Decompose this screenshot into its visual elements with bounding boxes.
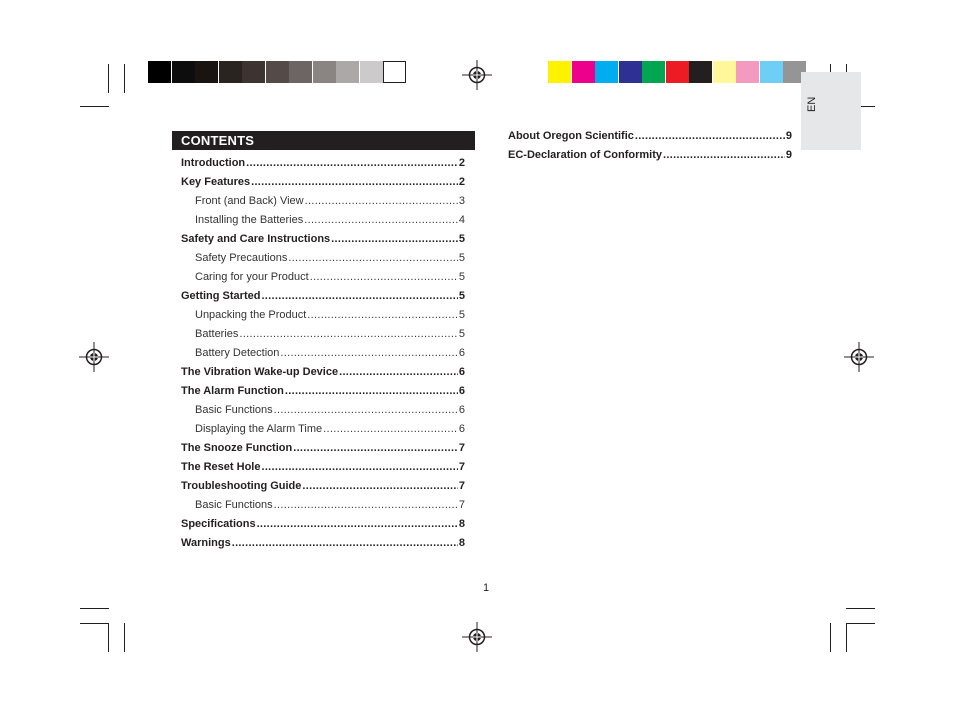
toc-entry[interactable] xyxy=(195,308,465,322)
toc-entry-page: 5 xyxy=(458,271,465,283)
registration-mark-icon xyxy=(462,622,492,652)
toc-entry[interactable] xyxy=(181,479,465,493)
contents-title: CONTENTS xyxy=(181,133,255,148)
toc-entry[interactable] xyxy=(181,232,465,246)
toc-entry-title: Key Features xyxy=(181,176,251,188)
toc-entry-page: 2 xyxy=(458,176,465,188)
toc-entry[interactable] xyxy=(195,194,465,208)
toc-leader-dots xyxy=(305,194,458,208)
toc-entry-page: 5 xyxy=(458,233,465,245)
toc-entry-title: Unpacking the Product xyxy=(195,309,307,321)
color-swatch xyxy=(313,61,336,83)
toc-entry[interactable] xyxy=(195,251,465,265)
toc-entry-title: The Snooze Function xyxy=(181,442,293,454)
color-swatch xyxy=(195,61,218,83)
toc-entry[interactable] xyxy=(181,441,465,455)
toc-entry-title: The Alarm Function xyxy=(181,385,284,397)
toc-leader-dots xyxy=(274,403,458,417)
color-swatch xyxy=(619,61,642,83)
color-swatch xyxy=(713,61,736,83)
toc-entry[interactable] xyxy=(195,213,465,227)
toc-entry-page: 7 xyxy=(458,461,465,473)
toc-leader-dots xyxy=(261,289,457,303)
toc-entry[interactable] xyxy=(181,175,465,189)
toc-leader-dots xyxy=(239,327,457,341)
toc-entry-title: Safety Precautions xyxy=(195,252,288,264)
color-swatch xyxy=(642,61,665,83)
toc-leader-dots xyxy=(663,148,785,162)
language-tab-label: EN xyxy=(806,96,818,112)
toc-entry[interactable] xyxy=(181,384,465,398)
toc-entry-title: Installing the Batteries xyxy=(195,214,304,226)
toc-entry-page: 8 xyxy=(458,537,465,549)
toc-leader-dots xyxy=(293,441,458,455)
toc-entry-title: Safety and Care Instructions xyxy=(181,233,331,245)
toc-entry[interactable] xyxy=(181,536,465,550)
toc-entry-title: The Reset Hole xyxy=(181,461,261,473)
toc-entry[interactable] xyxy=(195,270,465,284)
toc-entry-page: 6 xyxy=(458,423,465,435)
registration-mark-icon xyxy=(462,60,492,90)
toc-leader-dots xyxy=(288,251,458,265)
toc-entry[interactable] xyxy=(181,365,465,379)
toc-entry-page: 5 xyxy=(458,290,465,302)
language-tab xyxy=(801,72,861,150)
toc-leader-dots xyxy=(307,308,458,322)
toc-entry-title: Introduction xyxy=(181,157,246,169)
color-swatch xyxy=(689,61,712,83)
toc-entry-page: 7 xyxy=(458,499,465,511)
registration-mark-icon xyxy=(79,342,109,372)
toc-entry[interactable] xyxy=(181,517,465,531)
color-swatch xyxy=(760,61,783,83)
toc-entry[interactable] xyxy=(195,327,465,341)
toc-entry-page: 9 xyxy=(785,130,792,142)
toc-entry[interactable] xyxy=(181,460,465,474)
color-swatch xyxy=(736,61,759,83)
toc-entry-title: Basic Functions xyxy=(195,404,273,416)
toc-leader-dots xyxy=(331,232,458,246)
toc-leader-dots xyxy=(246,156,458,170)
toc-entry[interactable] xyxy=(508,148,792,162)
toc-entry-title: Battery Detection xyxy=(195,347,280,359)
color-swatch xyxy=(336,61,359,83)
toc-entry-page: 7 xyxy=(458,480,465,492)
toc-entry-page: 4 xyxy=(458,214,465,226)
toc-leader-dots xyxy=(285,384,458,398)
toc-entry-title: Displaying the Alarm Time xyxy=(195,423,323,435)
toc-entry[interactable] xyxy=(195,403,465,417)
toc-entry-page: 9 xyxy=(785,149,792,161)
toc-leader-dots xyxy=(339,365,458,379)
color-swatch xyxy=(148,61,171,83)
color-swatch xyxy=(383,61,406,83)
toc-entry-title: Caring for your Product xyxy=(195,271,309,283)
toc-leader-dots xyxy=(304,213,458,227)
toc-entry-page: 5 xyxy=(458,252,465,264)
toc-entry-page: 6 xyxy=(458,347,465,359)
color-swatch xyxy=(289,61,312,83)
toc-leader-dots xyxy=(635,129,785,143)
toc-entry-page: 6 xyxy=(458,385,465,397)
color-swatch xyxy=(548,61,571,83)
toc-leader-dots xyxy=(232,536,458,550)
toc-entry[interactable] xyxy=(195,422,465,436)
toc-leader-dots xyxy=(280,346,458,360)
color-swatch xyxy=(219,61,242,83)
toc-entry[interactable] xyxy=(195,498,465,512)
color-swatch xyxy=(266,61,289,83)
toc-entry[interactable] xyxy=(195,346,465,360)
toc-entry-page: 8 xyxy=(458,518,465,530)
toc-leader-dots xyxy=(310,270,458,284)
color-swatch xyxy=(242,61,265,83)
toc-entry[interactable] xyxy=(181,156,465,170)
page-number: 1 xyxy=(483,582,490,594)
toc-entry[interactable] xyxy=(508,129,792,143)
toc-leader-dots xyxy=(274,498,458,512)
toc-entry-page: 6 xyxy=(458,404,465,416)
toc-leader-dots xyxy=(323,422,458,436)
toc-entry-title: Getting Started xyxy=(181,290,261,302)
color-swatch xyxy=(595,61,618,83)
contents-header xyxy=(172,131,475,150)
toc-leader-dots xyxy=(261,460,457,474)
toc-entry-title: Batteries xyxy=(195,328,239,340)
toc-entry-title: Troubleshooting Guide xyxy=(181,480,302,492)
toc-leader-dots xyxy=(251,175,458,189)
toc-leader-dots xyxy=(302,479,457,493)
toc-entry-page: 2 xyxy=(458,157,465,169)
toc-entry-title: Specifications xyxy=(181,518,256,530)
toc-leader-dots xyxy=(257,517,458,531)
color-swatch xyxy=(572,61,595,83)
color-swatch xyxy=(666,61,689,83)
toc-entry-page: 5 xyxy=(458,309,465,321)
registration-mark-icon xyxy=(844,342,874,372)
toc-entry-title: Basic Functions xyxy=(195,499,273,511)
toc-entry-title: The Vibration Wake-up Device xyxy=(181,366,339,378)
toc-entry-page: 3 xyxy=(458,195,465,207)
color-swatch xyxy=(360,61,383,83)
toc-entry-title: Warnings xyxy=(181,537,231,549)
toc-entry-title: About Oregon Scientific xyxy=(508,130,634,142)
toc-entry-page: 6 xyxy=(458,366,465,378)
toc-entry-title: EC-Declaration of Conformity xyxy=(508,149,663,161)
color-swatch xyxy=(172,61,195,83)
toc-entry[interactable] xyxy=(181,289,465,303)
toc-entry-page: 7 xyxy=(458,442,465,454)
toc-entry-title: Front (and Back) View xyxy=(195,195,304,207)
toc-entry-page: 5 xyxy=(458,328,465,340)
